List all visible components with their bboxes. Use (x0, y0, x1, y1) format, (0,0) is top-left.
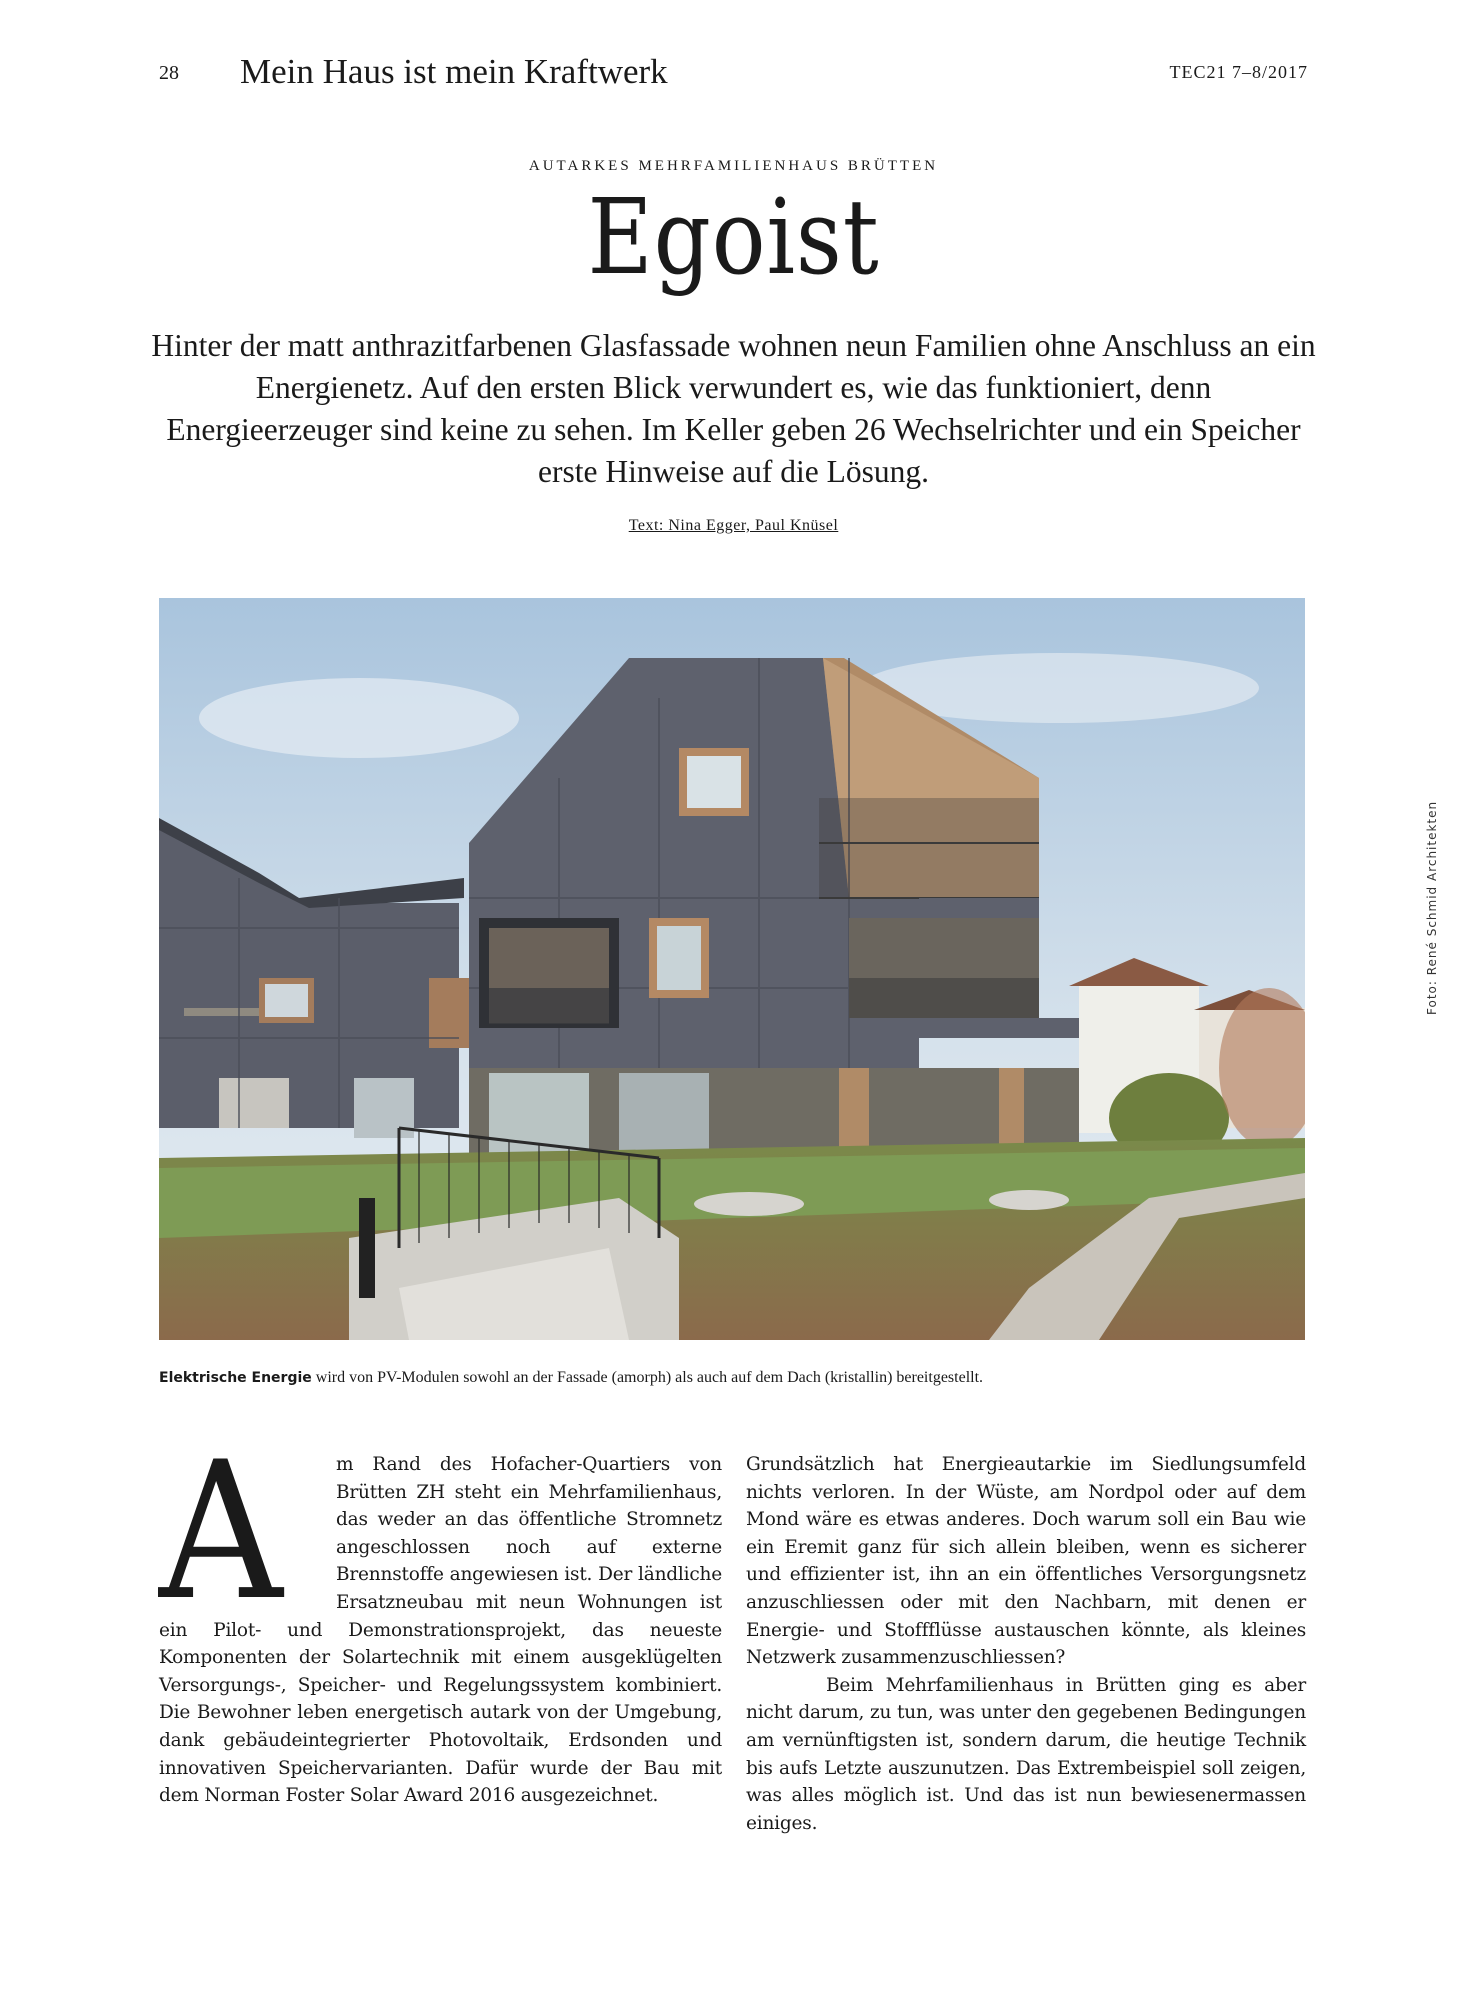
article-kicker: AUTARKES MEHRFAMILIENHAUS BRÜTTEN (528, 158, 939, 174)
body-column-left (159, 1421, 722, 1810)
caption-text: wird von PV-Modulen sowohl an der Fassade (amorph) als auch auf dem Dach (kristallin) bereitgestellt. (311, 1369, 984, 1386)
article-byline: Text: Nina Egger, Paul Knüsel (628, 517, 839, 534)
body-paragraph: m Rand des Hofacher-Quartiers von Brütten ZH steht ein Mehrfamilienhaus, das weder an das öffentliche Stromnetz angeschlossen noch auf externe Brennstoffe angewiesen ist. Der ländliche Ersatzneubau mit neun Wohnungen ist ein Pilot- und Demonstrationsprojekt, das neueste Komponenten der Solartechnik mit einem ausgeklügelten Versorgungs-, Speicher- und Regelungssystem kombiniert. Die Bewohner leben energetisch autark von der Umgebung, dank gebäudeintegrierter Photovoltaik, Erdsonden und innovativen Speichervarianten. Dafür wurde der Bau mit dem Norman Foster Solar Award 2016 ausgezeichnet. (159, 1454, 722, 1807)
page-number: 28 (159, 62, 179, 84)
building-photo (159, 598, 1305, 1340)
running-head (159, 52, 1308, 92)
article-headline: Egoist (587, 176, 880, 298)
body-paragraph: Grundsätzlich hat Energieautarkie im Siedlungsumfeld nichts verloren. In der Wüste, am Nordpol oder auf dem Mond wäre es etwas anderes. Doch warum soll ein Bau wie ein Eremit ganz für sich allein bleiben, wenn es sicherer und effizienter ist, ihn an ein öffentliches Versorgungsnetz anzuschliessen oder mit den Nachbarn, mit denen er Energie- und Stoffflüsse austauschen könnte, als kleines Netzwerk zusammenzuschliessen? (746, 1454, 1306, 1669)
section-title: Mein Haus ist mein Kraftwerk (240, 52, 668, 91)
body-column-right (746, 1451, 1306, 1837)
dropcap: A (159, 1421, 283, 1642)
article-lede: Hinter der matt anthrazitfarbenen Glasfassade wohnen neun Familien ohne Anschluss an ein Energienetz. Auf den ersten Blick verwundert es, wie das funktioniert, denn Energieerzeuger sind keine zu sehen. Im Keller geben 26 Wechselrichter und ein Speicher erste Hinweise auf die Lösung. (151, 328, 1316, 489)
photo-credit: Foto: René Schmid Architekten (1425, 800, 1439, 1015)
issue-label: TEC21 7–8/2017 (1169, 62, 1308, 82)
body-paragraph: Beim Mehrfamilienhaus in Brütten ging es aber nicht darum, zu tun, was unter den gegebenen Bedingungen am vernünftigsten ist, sondern darum, die heutige Technik bis aufs Letzte auszunutzen. Das Extrembeispiel soll zeigen, was alles möglich ist. Und das ist nun bewiesenermassen einiges. (746, 1674, 1306, 1834)
caption-bold: Elektrische Energie (159, 1370, 312, 1386)
photo-caption (159, 1369, 1305, 1387)
